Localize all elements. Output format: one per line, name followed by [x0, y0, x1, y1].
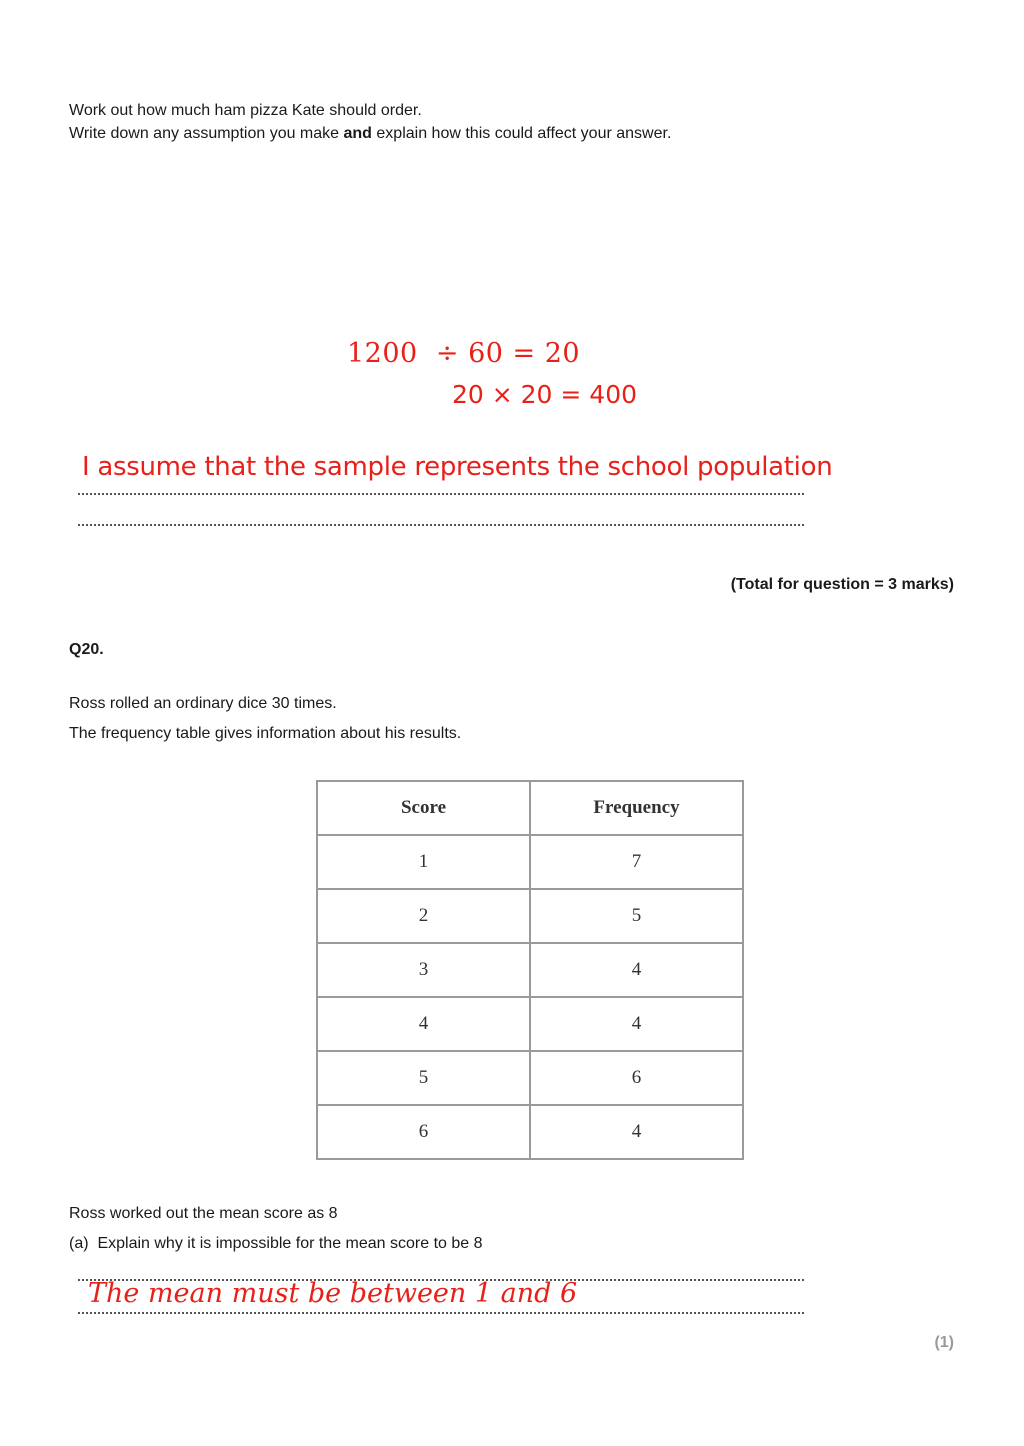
frequency-cell: 5 [530, 889, 743, 943]
intro-line-2-end: explain how this could affect your answer. [371, 125, 672, 142]
q20-line-2: The frequency table gives information about his results. [69, 725, 462, 742]
handwritten-calc-2: 20 × 20 = 400 [452, 380, 638, 409]
q20-part-a: (a) Explain why it is impossible for the mean score to be 8 [69, 1235, 483, 1252]
header-score: Score [317, 781, 530, 835]
intro-line-2 [69, 122, 671, 145]
table-row [317, 1105, 743, 1159]
part-a-marks: (1) [934, 1334, 954, 1351]
question-intro [69, 99, 671, 145]
table-row [317, 889, 743, 943]
table-row [317, 835, 743, 889]
answer-line-2 [78, 524, 804, 526]
question-number: Q20. [69, 641, 104, 658]
q20-line-3: Ross worked out the mean score as 8 [69, 1205, 338, 1222]
frequency-cell: 4 [530, 1105, 743, 1159]
table-row [317, 997, 743, 1051]
frequency-cell: 6 [530, 1051, 743, 1105]
q20-line-1: Ross rolled an ordinary dice 30 times. [69, 695, 337, 712]
score-cell: 1 [317, 835, 530, 889]
table-row [317, 943, 743, 997]
intro-line-2-bold: and [343, 125, 372, 142]
score-cell: 3 [317, 943, 530, 997]
table-row [317, 1051, 743, 1105]
handwritten-assumption: I assume that the sample represents the school population [82, 452, 833, 482]
answer-line-4 [78, 1312, 804, 1314]
score-cell: 6 [317, 1105, 530, 1159]
table-header-row [317, 781, 743, 835]
handwritten-calc-1: 1200 ÷ 60 = 20 [347, 338, 581, 369]
score-cell: 5 [317, 1051, 530, 1105]
answer-line-1 [78, 493, 804, 495]
score-cell: 2 [317, 889, 530, 943]
intro-line-2-start: Write down any assumption you make [69, 125, 344, 142]
intro-line-1: Work out how much ham pizza Kate should order. [69, 102, 422, 119]
score-cell: 4 [317, 997, 530, 1051]
frequency-table [316, 780, 744, 1160]
frequency-cell: 4 [530, 997, 743, 1051]
header-frequency: Frequency [530, 781, 743, 835]
frequency-cell: 7 [530, 835, 743, 889]
total-marks: (Total for question = 3 marks) [730, 576, 954, 593]
handwritten-answer-a: The mean must be between 1 and 6 [88, 1278, 578, 1309]
frequency-cell: 4 [530, 943, 743, 997]
